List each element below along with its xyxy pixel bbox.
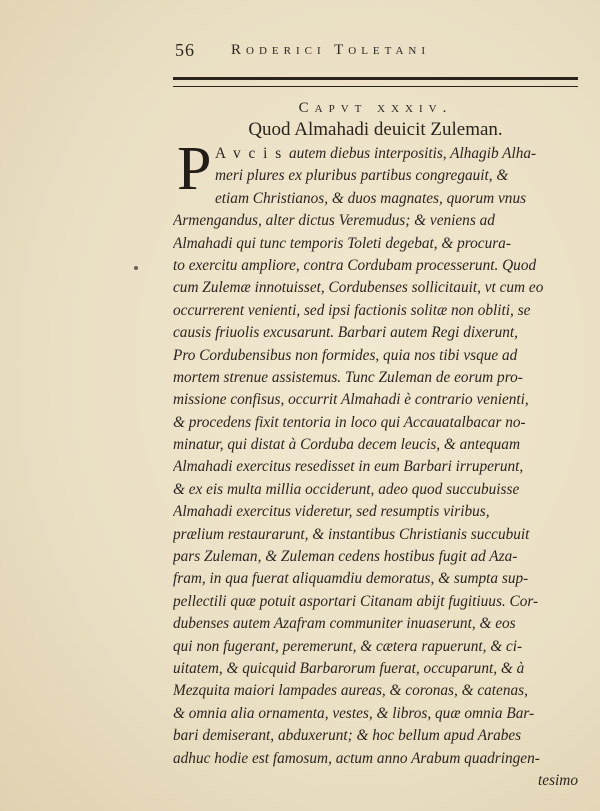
text-line: uitatem, & quicquid Barbarorum fuerat, occuparunt, & à — [173, 659, 525, 677]
text-line: pellectili quæ potuit asportari Citanam abijt fugitiuus. Cor- — [173, 592, 539, 610]
text-line: prælium restaurarunt, & instantibus Christianis succubuit — [173, 525, 530, 543]
drop-cap-initial: P — [177, 135, 212, 203]
running-head: Roderici Toletani — [231, 42, 431, 58]
text-line: adhuc hodie est famosum, actum anno Arabum quadringen- — [173, 749, 540, 767]
text-line-content: autem diebus interpositis, Alhagib Alha- — [288, 145, 537, 162]
text-line: bari demiserant, abduxerunt; & hoc bellum apud Arabes — [173, 727, 522, 745]
text-line: Almahadi qui tunc temporis Toleti degebat, & procura- — [173, 234, 511, 252]
text-line: etiam Christianos, & duos magnates, quorum vnus — [215, 189, 527, 207]
text-line: dubenses autem Azafram communiter inuaserunt, & eos — [173, 615, 516, 633]
catchword: tesimo — [538, 771, 578, 789]
chapter-heading: Capvt xxxiv. — [298, 100, 453, 116]
opening-small-caps: A v c i s — [215, 145, 289, 162]
text-line — [173, 143, 578, 165]
header-rule — [173, 77, 578, 87]
body-text — [173, 135, 578, 792]
text-line: meri plures ex pluribus partibus congregauit, & — [215, 167, 509, 185]
text-line: & ex eis multa millia occiderunt, adeo quod succubuisse — [173, 480, 520, 498]
text-line: causis friuolis excusarunt. Barbari autem Regi dixerunt, — [173, 324, 518, 342]
page-number: 56 — [175, 40, 195, 60]
text-line: fram, in qua fuerat aliquamdiu demoratus, & sumpta sup- — [173, 570, 529, 588]
text-line: qui non fugerant, peremerunt, & cætera rapuerunt, & ci- — [173, 637, 523, 655]
text-line: Pro Cordubensibus non formides, quia nos tibi vsque ad — [173, 346, 518, 364]
text-line: Almahadi exercitus resedisset in eum Barbari irruperunt, — [173, 458, 524, 476]
text-line: missione confisus, occurrit Almahadi è contrario venienti, — [173, 391, 529, 409]
text-line: & omnia alia ornamenta, vestes, & libros, quæ omnia Bar- — [173, 704, 535, 722]
text-line: occurrerent venienti, sed ipsi factionis solitæ non obliti, se — [173, 301, 531, 319]
text-line: Mezquita maiori lampades aureas, & coronas, & catenas, — [173, 682, 528, 700]
margin-ink-dot — [134, 266, 138, 270]
text-line: pars Zuleman, & Zuleman cedens hostibus fugit ad Aza- — [173, 548, 518, 566]
chapter-title: Quod Almahadi deuicit Zuleman. — [248, 119, 503, 140]
page-header — [175, 40, 575, 64]
text-line: minatur, qui distat à Corduba decem leucis, & antequam — [173, 436, 520, 454]
text-line: Almahadi exercitus videretur, sed resumptis viribus, — [173, 503, 490, 521]
text-line: Armengandus, alter dictus Veremudus; & veniens ad — [173, 212, 495, 230]
text-line: cum Zulemæ innotuisset, Cordubenses sollicitauit, vt cum eo — [173, 279, 544, 297]
text-line: & procedens fixit tentoria in loco qui Accauatalbacar no- — [173, 413, 526, 431]
text-line: to exercitu ampliore, contra Cordubam processerunt. Quod — [173, 256, 537, 274]
text-line: mortem strenue assistemus. Tunc Zuleman de eorum pro- — [173, 368, 523, 386]
